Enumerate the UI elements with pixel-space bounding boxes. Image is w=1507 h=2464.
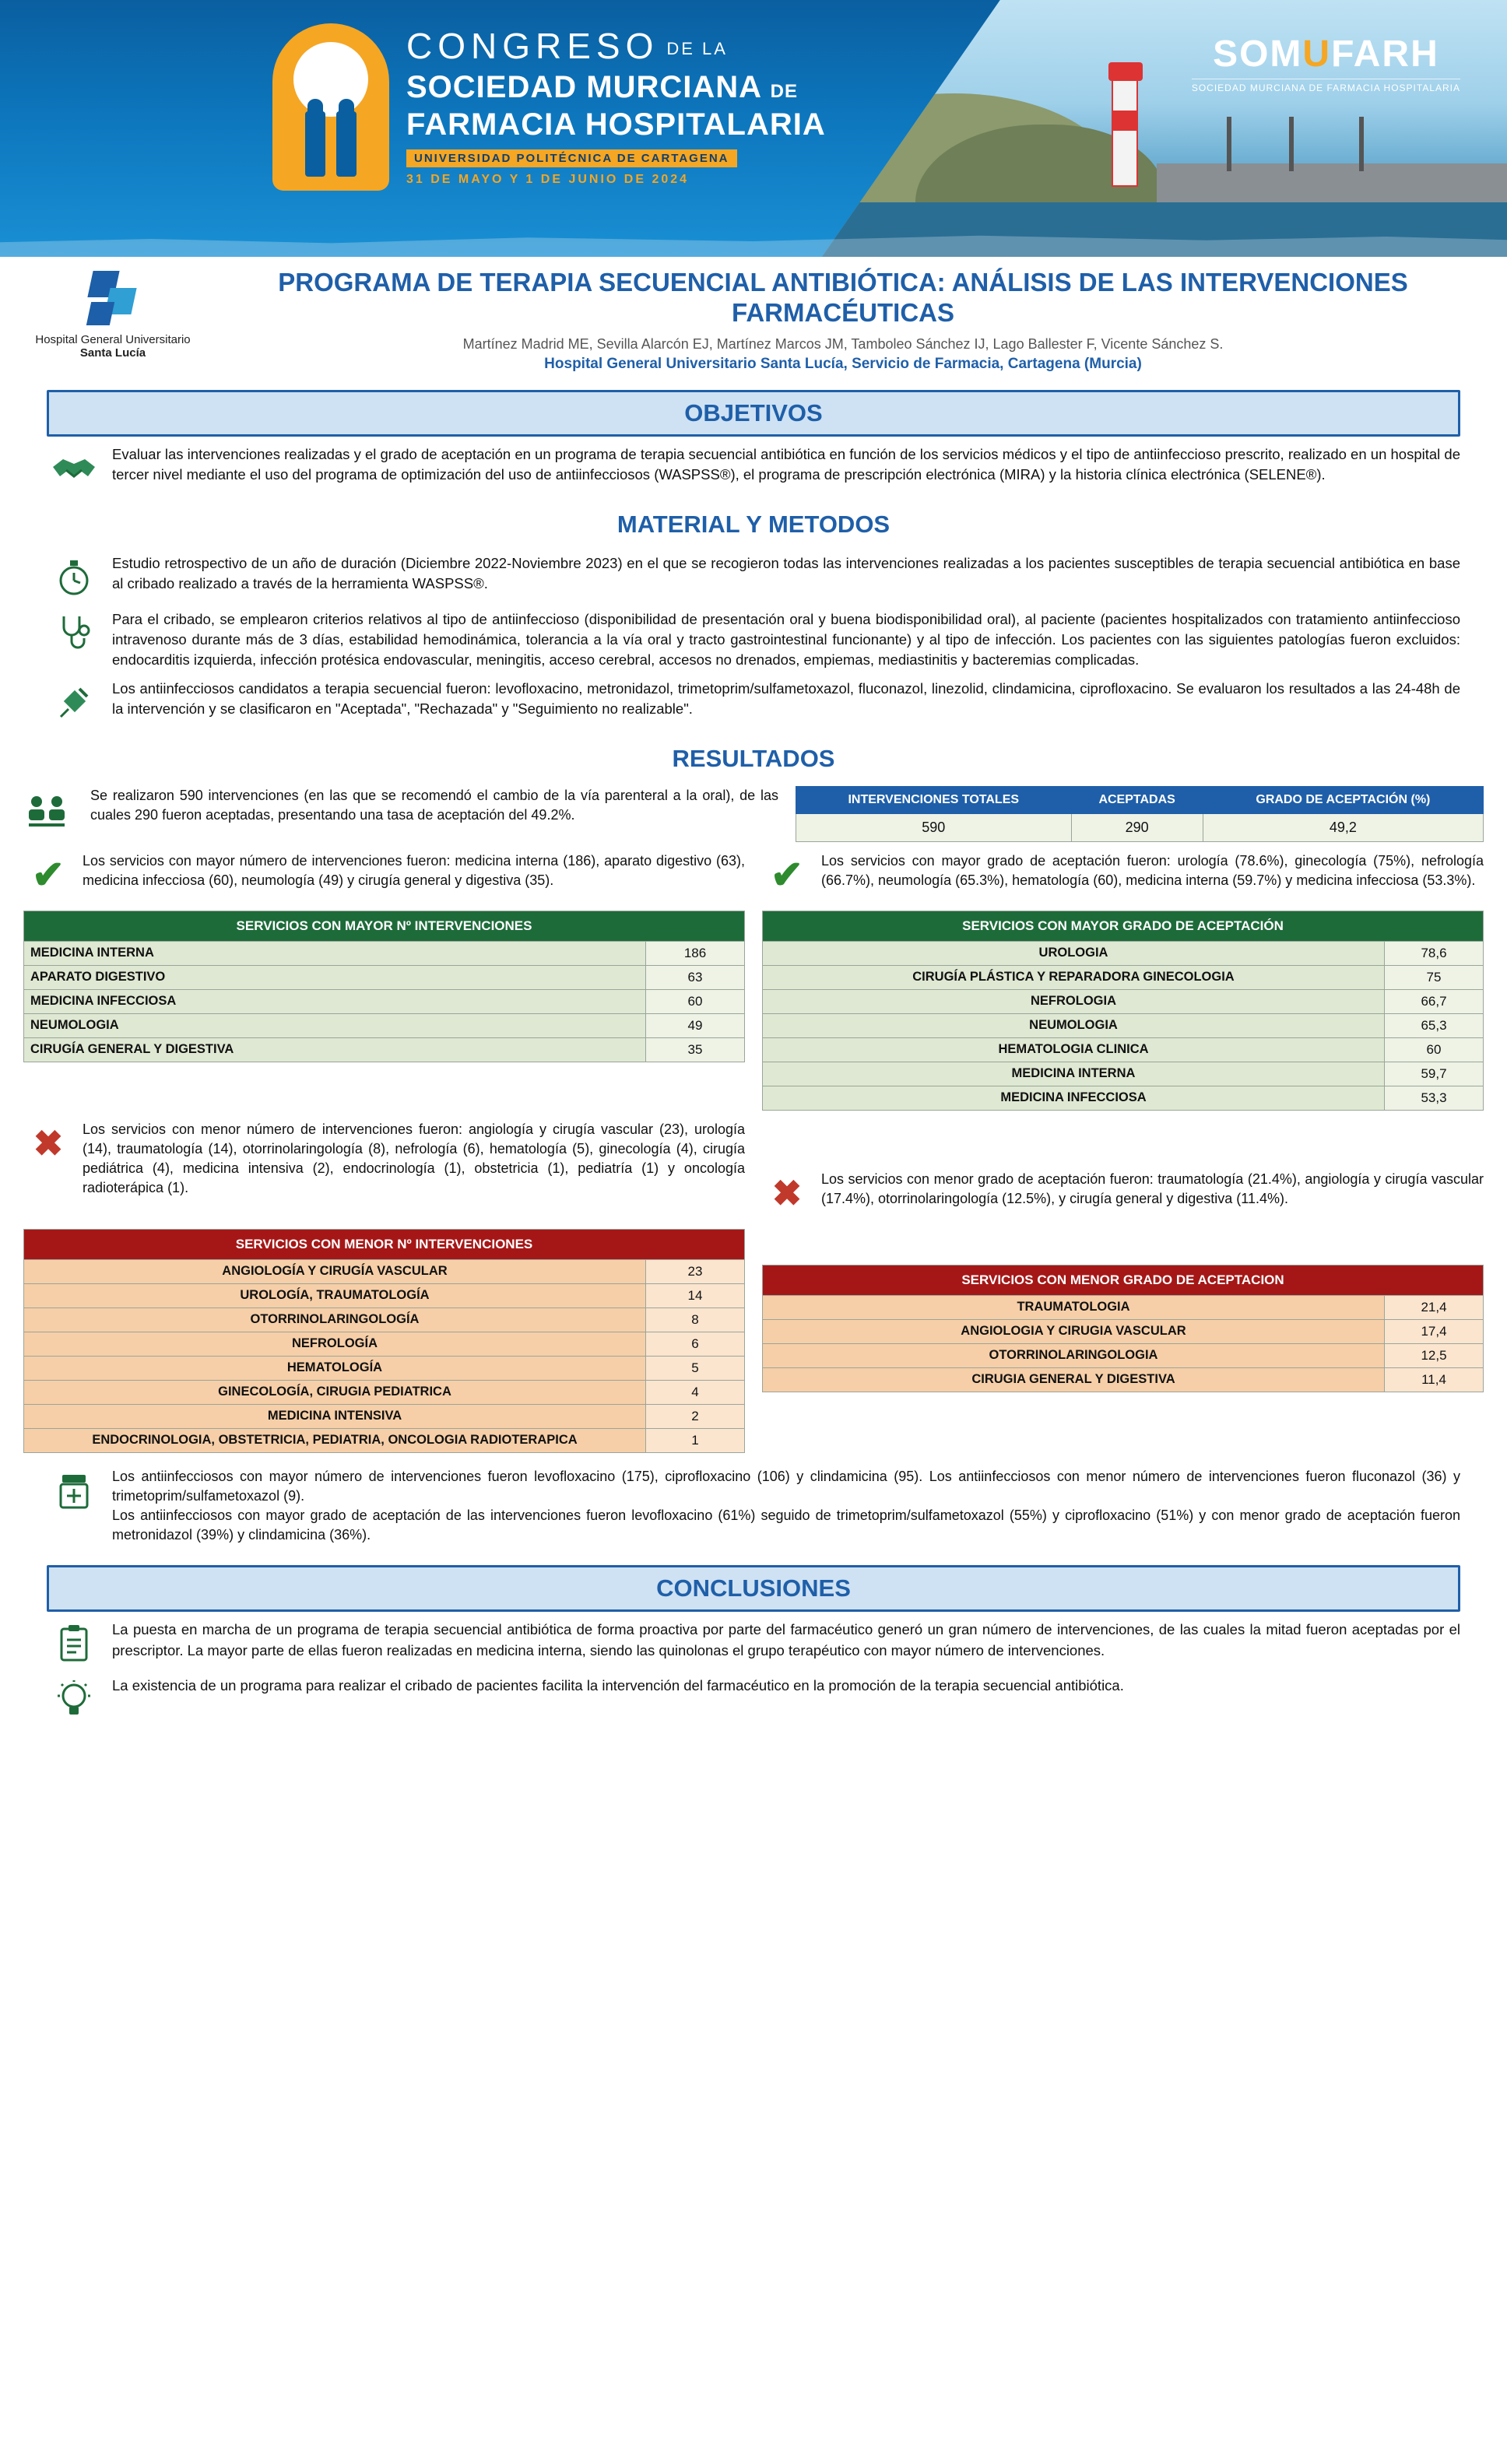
table-row [24,1283,745,1307]
row-value: 6 [646,1332,745,1356]
row-label: MEDICINA INTENSIVA [24,1404,646,1428]
table-row [763,1037,1484,1062]
table-row [24,965,745,989]
conclusiones-row-2 [0,1668,1507,1724]
page-title: PROGRAMA DE TERAPIA SECUENCIAL ANTIBIÓTICA: ANÁLISIS DE LAS INTERVENCIONES FARMACÉUTICAS [278,268,1408,327]
table-row [763,965,1484,989]
row-value: 66,7 [1385,989,1484,1013]
row-value: 21,4 [1385,1295,1484,1319]
row-label: ENDOCRINOLOGIA, OBSTETRICIA, PEDIATRIA, ONCOLOGIA RADIOTERAPICA [24,1428,646,1452]
clipboard-check-icon [47,1620,101,1668]
resultados-right-less: Los servicios con menor grado de aceptación fueron: traumatología (21.4%), angiología y cirugía vascular (17.4%), otorrinolaringología (12.5%), y cirugía general y digestiva (11.4%). [821,1171,1484,1206]
congress-dates: 31 DE MAYO Y 1 DE JUNIO DE 2024 [406,173,690,186]
table-row [763,1086,1484,1110]
material-row-3 [0,671,1507,727]
conclusiones-row-1 [0,1612,1507,1668]
cross-icon-left: ✖ [33,1122,64,1164]
summary-header-0: INTERVENCIONES TOTALES [796,786,1072,813]
row-label: MEDICINA INFECCIOSA [763,1086,1385,1110]
conclusiones-text-2: La existencia de un programa para realizar el cribado de pacientes facilita la intervención del farmacéutico en la promoción de la terapia secuencial antibiótica. [112,1677,1124,1694]
affiliation: Hospital General Universitario Santa Lucía, Servicio de Farmacia, Cartagena (Murcia) [544,355,1142,372]
somufarh-word-pre: SOM [1213,33,1303,75]
resultados-left-less: Los servicios con menor número de intervenciones fueron: angiología y cirugía vascular (23), urología (14), traumatología (14), otorrinolaringología (8), nefrología (6), hematología (5), ginecología (4), cirugía pediátrica (4), medicina intensiva (2), endocrinología (1), obstetricia (1), pediatría (1) y oncología radioterápica (1). [83,1121,745,1196]
row-value: 60 [1385,1037,1484,1062]
row-value: 2 [646,1404,745,1428]
objetivos-text: Evaluar las intervenciones realizadas y el grado de aceptación en un programa de terapia secuencial antibiótica en función de los servicios médicos y el tipo de antiinfeccioso prescrito, realizado en un hospital de tercer nivel mediante el uso del programa de optimización del uso de antiinfecciosos (WASPSS®), el programa de prescripción electrónica (MIRA) y la historia clínica electrónica (SELENE®). [112,445,1460,483]
table-row [763,1343,1484,1367]
handshake-icon [47,444,101,493]
table-row [763,1367,1484,1392]
syringe-icon [47,679,101,727]
hospital-logo-line2: Santa Lucía [79,346,146,360]
hospital-mark-icon [84,271,142,328]
table-menor-aceptacion-title: SERVICIOS CON MENOR GRADO DE ACEPTACION [763,1265,1484,1295]
material-text-3: Los antiinfecciosos candidatos a terapia secuencial fueron: levofloxacino, metronidazol, trimetoprim/sulfametoxazol, fluconazol, linezolid, clindamicina, ciprofloxacino. Se evaluaron los resultados a las 24-48h de la intervención y se clasificaron en "Aceptada", "Rechazada" y "Seguimiento no realizable". [112,679,1460,717]
objetivos-row [0,437,1507,493]
congress-line2-small: DE [770,81,798,102]
table-row [24,1037,745,1062]
title-block [0,257,1507,379]
red-tables-row [0,1216,1507,1453]
table-row [763,989,1484,1013]
row-label: CIRUGÍA PLÁSTICA Y REPARADORA GINECOLOGIA [763,965,1385,989]
authors: Martínez Madrid ME, Sevilla Alarcón EJ, Martínez Marcos JM, Tamboleo Sánchez IJ, Lago Ballester F, Vicente Sánchez S. [462,335,1224,352]
stethoscope-icon [47,609,101,658]
row-value: 4 [646,1380,745,1404]
summary-header-1: ACEPTADAS [1071,786,1203,813]
row-value: 5 [646,1356,745,1380]
summary-header-2: GRADO DE ACEPTACIÓN (%) [1203,786,1483,813]
people-icon [27,794,69,828]
congress-logo [272,23,826,191]
row-label: TRAUMATOLOGIA [763,1295,1385,1319]
congress-banner [0,0,1507,257]
row-label: CIRUGIA GENERAL Y DIGESTIVA [763,1367,1385,1392]
section-header-material: MATERIAL Y METODOS [616,510,890,538]
row-label: HEMATOLOGÍA [24,1356,646,1380]
row-value: 17,4 [1385,1319,1484,1343]
material-row-2 [0,602,1507,671]
lighthouse-logo-icon [272,23,389,191]
hospital-logo-line1: Hospital General Universitario [35,333,191,346]
row-value: 78,6 [1385,941,1484,965]
row-value: 49 [646,1013,745,1037]
table-row [763,1295,1484,1319]
summary-table [796,786,1484,842]
row-label: CIRUGÍA GENERAL Y DIGESTIVA [24,1037,646,1062]
summary-value-2: 49,2 [1203,813,1483,841]
row-value: 59,7 [1385,1062,1484,1086]
row-value: 35 [646,1037,745,1062]
congress-line1: CONGRESO [406,26,659,66]
table-mayor-aceptacion-title: SERVICIOS CON MAYOR GRADO DE ACEPTACIÓN [763,911,1484,941]
resultados-right-more: Los servicios con mayor grado de aceptación fueron: urología (78.6%), ginecología (75%), nefrología (66.7%), neumología (65.3%), hematología (60), medicina interna (59.7%) y medicina infecciosa (53.3%). [821,852,1484,888]
row-value: 186 [646,941,745,965]
row-label: HEMATOLOGIA CLINICA [763,1037,1385,1062]
row-label: APARATO DIGESTIVO [24,965,646,989]
table-row [763,941,1484,965]
row-label: NEFROLOGÍA [24,1332,646,1356]
row-label: GINECOLOGÍA, CIRUGIA PEDIATRICA [24,1380,646,1404]
material-row-1 [0,546,1507,602]
check-icon-left: ✔ [32,852,65,897]
row-label: MEDICINA INFECCIOSA [24,989,646,1013]
row-value: 53,3 [1385,1086,1484,1110]
drugs-note-row [0,1453,1507,1546]
somufarh-logo [1192,33,1460,93]
hospital-logo [23,268,202,360]
row-value: 60 [646,989,745,1013]
section-header-resultados: RESULTADOS [672,744,835,772]
table-menor-intervenciones-title: SERVICIOS CON MENOR Nº INTERVENCIONES [24,1229,745,1259]
table-row [24,989,745,1013]
conclusiones-text-1: La puesta en marcha de un programa de terapia secuencial antibiótica de forma proactiva por parte del farmacéutico generó un gran número de intervenciones, de las cuales la mitad fueron aceptadas por el prescriptor. La mayor parte de ellas fueron realizadas en medicina interna, siendo las quinolonas el grupo terapéutico con mayor número de intervenciones. [112,1621,1460,1658]
row-label: MEDICINA INTERNA [763,1062,1385,1086]
table-row [763,1319,1484,1343]
check-icon-right: ✔ [771,852,803,897]
row-value: 63 [646,965,745,989]
table-row [24,1404,745,1428]
congress-venue: UNIVERSIDAD POLITÉCNICA DE CARTAGENA [406,149,737,167]
congress-line2: SOCIEDAD MURCIANA [406,70,761,104]
table-row [24,1307,745,1332]
row-value: 75 [1385,965,1484,989]
resultados-left-more: Los servicios con mayor número de intervenciones fueron: medicina interna (186), aparato digestivo (63), medicina infecciosa (60), neumología (49) y cirugía general y digestiva (35). [83,852,745,888]
row-value: 8 [646,1307,745,1332]
table-row [763,1013,1484,1037]
material-text-2: Para el cribado, se emplearon criterios relativos al tipo de antiinfeccioso (disponibilidad de presentación oral y buena biodisponibilidad oral), al paciente (pacientes hospitalizados con tratamiento antiinfeccioso intravenoso durante más de 3 días, estabilidad hemodinámica, tolerancia a la vía oral y tracto gastrointestinal funcionante) y al tipo de infección. Los pacientes con las siguientes patologías fueron excluidos: endocarditis izquierda, infección protésica endovascular, meningitis, acceso cerebral, accesos no drenados, empiemas, mediastinitis y bacteremias complicadas. [112,610,1460,669]
row-value: 1 [646,1428,745,1452]
congress-line3: FARMACIA HOSPITALARIA [406,107,826,142]
table-mayor-aceptacion [762,911,1484,1111]
table-mayor-intervenciones-title: SERVICIOS CON MAYOR Nº INTERVENCIONES [24,911,745,941]
row-value: 65,3 [1385,1013,1484,1037]
row-value: 11,4 [1385,1367,1484,1392]
material-text-1: Estudio retrospectivo de un año de duración (Diciembre 2022-Noviembre 2023) en el que se recogieron todas las intervenciones realizadas a los pacientes susceptibles de terapia secuencial antibiótica en base al cribado realizado a través de la herramienta WASPSS®. [112,554,1460,592]
resultados-columns-less [0,1111,1507,1216]
row-label: ANGIOLOGÍA Y CIRUGÍA VASCULAR [24,1259,646,1283]
table-row [24,1428,745,1452]
pill-bottle-icon [47,1467,101,1515]
section-header-conclusiones: CONCLUSIONES [47,1565,1460,1612]
summary-value-1: 290 [1071,813,1203,841]
table-row [24,1332,745,1356]
row-label: ANGIOLOGIA Y CIRUGIA VASCULAR [763,1319,1385,1343]
resultados-columns-top [0,842,1507,898]
table-row [24,1356,745,1380]
row-value: 23 [646,1259,745,1283]
cross-icon-right: ✖ [771,1172,803,1213]
table-row [24,1259,745,1283]
green-tables-row [0,898,1507,1111]
table-mayor-intervenciones [23,911,745,1062]
table-row [763,1062,1484,1086]
drugs-note-1: Los antiinfecciosos con mayor número de intervenciones fueron levofloxacino (175), ciprofloxacino (106) y clindamicina (95). Los antiinfecciosos con menor número de intervenciones fueron fluconazol (36) y trimetoprim/sulfametoxazol (9). [112,1468,1460,1504]
somufarh-word-u: U [1302,33,1332,75]
congress-dela: DE LA [666,38,728,58]
table-row [24,1013,745,1037]
lightbulb-icon [47,1676,101,1724]
row-label: UROLOGÍA, TRAUMATOLOGÍA [24,1283,646,1307]
row-label: OTORRINOLARINGOLOGIA [763,1343,1385,1367]
row-label: MEDICINA INTERNA [24,941,646,965]
resultados-top [0,780,1507,842]
stopwatch-icon [47,553,101,602]
table-menor-aceptacion [762,1265,1484,1392]
drugs-note-2: Los antiinfecciosos con mayor grado de aceptación de las intervenciones fueron levofloxacino (61%) seguido de trimetoprim/sulfametoxazol (55%) y ciprofloxacino (51%) y con menor grado de aceptación fueron metronidazol (39%) y clindamicina (36%). [112,1508,1460,1543]
row-label: NEUMOLOGIA [763,1013,1385,1037]
resultados-intro-left: Se realizaron 590 intervenciones (en las que se recomendó el cambio de la vía parenteral a la oral), de las cuales 290 fueron aceptadas, presentando una tasa de aceptación del 49.2%. [90,787,778,823]
somufarh-subtitle: SOCIEDAD MURCIANA DE FARMACIA HOSPITALARIA [1192,79,1460,93]
row-label: UROLOGIA [763,941,1385,965]
row-value: 12,5 [1385,1343,1484,1367]
table-menor-intervenciones [23,1229,745,1453]
row-label: OTORRINOLARINGOLOGÍA [24,1307,646,1332]
section-header-objetivos: OBJETIVOS [47,390,1460,437]
somufarh-word-post: FARH [1331,33,1439,75]
row-label: NEFROLOGIA [763,989,1385,1013]
summary-value-0: 590 [796,813,1072,841]
row-value: 14 [646,1283,745,1307]
table-row [24,941,745,965]
table-row [24,1380,745,1404]
row-label: NEUMOLOGIA [24,1013,646,1037]
